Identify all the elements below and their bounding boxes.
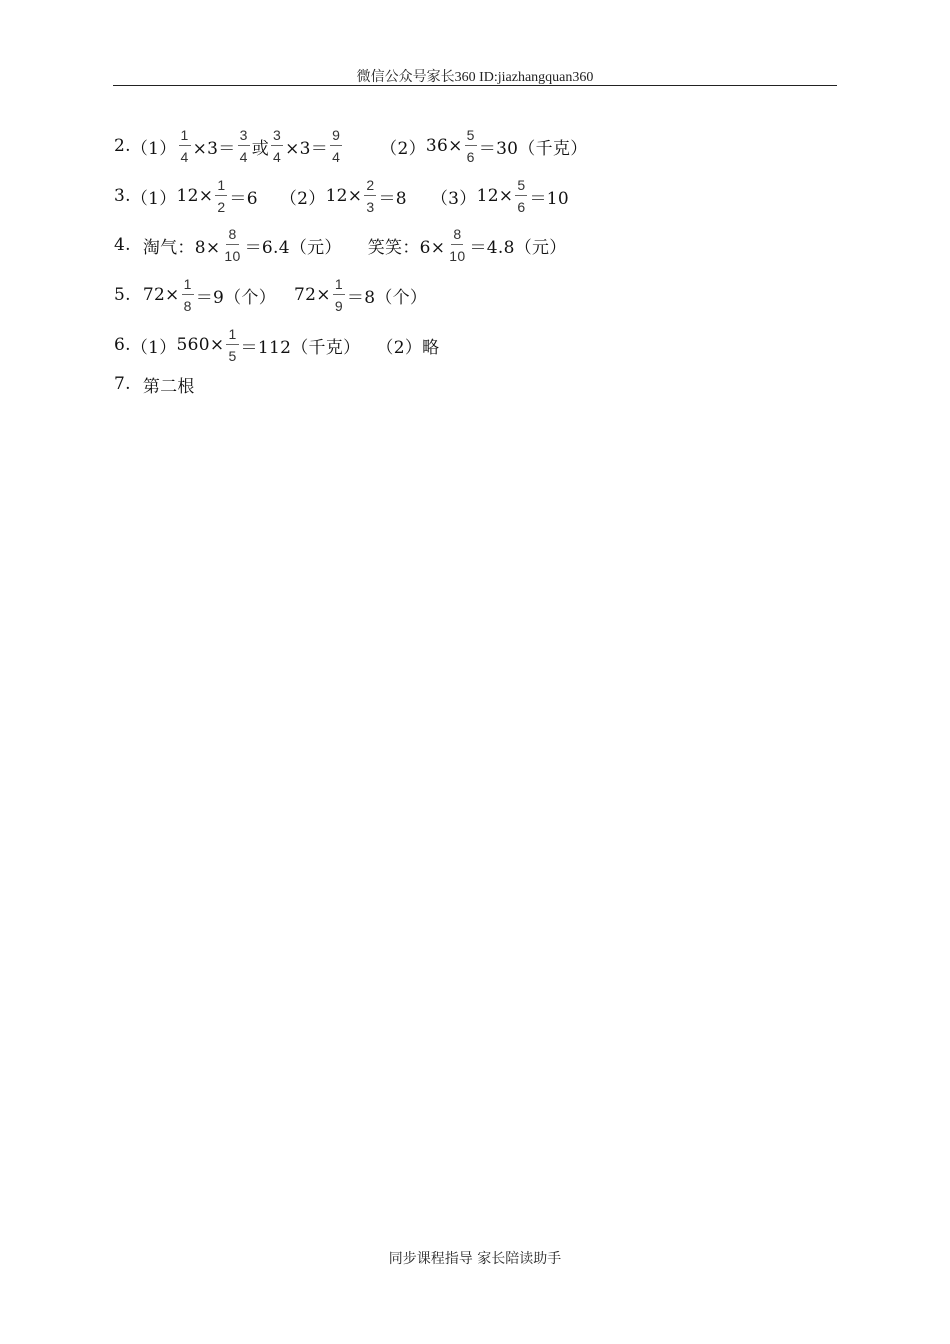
- answer-number: 5.: [114, 285, 131, 305]
- expression-text: ＝30（千克）: [478, 138, 588, 159]
- part-label: （2）: [380, 138, 426, 159]
- answer-number: 4.: [114, 235, 131, 255]
- expression-text: 12×: [325, 186, 363, 206]
- expression-text: 36×: [425, 136, 463, 156]
- part-label: （3）: [430, 188, 477, 209]
- part-label: （2）: [279, 188, 326, 209]
- expression-text: ＝112（千克）: [240, 337, 361, 358]
- answer-6: [114, 325, 439, 365]
- fraction: $\frac{9}{4}$: [332, 127, 341, 165]
- fraction: $\frac{1}{9}$: [334, 276, 343, 314]
- fraction: $\frac{8}{10}$: [449, 226, 466, 264]
- expression-text: ＝8: [378, 188, 407, 209]
- answer-7: [114, 364, 195, 404]
- header-rule: [113, 85, 837, 86]
- fraction: $\frac{5}{6}$: [466, 127, 475, 165]
- part-label: （1）: [130, 138, 177, 159]
- expression-text: ＝10: [529, 188, 569, 209]
- expression-text: 72×: [142, 285, 180, 305]
- fraction: $\frac{3}{4}$: [239, 127, 248, 165]
- part-label: （1）: [130, 337, 177, 358]
- fraction: $\frac{1}{5}$: [228, 326, 237, 364]
- expression-text: 560×: [176, 335, 225, 355]
- expression-text: ×3＝: [192, 138, 236, 159]
- answer-3: [114, 176, 569, 216]
- expression-text: ＝6.4（元）: [244, 237, 342, 258]
- expression-text: ×3＝: [285, 138, 329, 159]
- expression-text: ＝9（个）: [195, 287, 277, 308]
- fraction: $\frac{2}{3}$: [366, 177, 375, 215]
- answer-number: 2.: [114, 136, 131, 156]
- answer-number: 6.: [114, 335, 131, 355]
- answer-4: [114, 225, 567, 265]
- page-header: 微信公众号家长360 ID:jiazhangquan360: [356, 70, 594, 85]
- expression-text: 笑笑：6×: [367, 237, 446, 258]
- answer-2: [114, 126, 588, 166]
- fraction: $\frac{1}{2}$: [217, 177, 226, 215]
- answer-number: 3.: [114, 186, 131, 206]
- expression-text: ＝6: [229, 188, 258, 209]
- expression-text: 72×: [294, 285, 331, 305]
- expression-text: ＝4.8（元）: [469, 237, 567, 258]
- expression-text: 12×: [176, 186, 214, 206]
- expression-text: ＝8（个）: [346, 287, 428, 308]
- page-footer: 同步课程指导 家长陪读助手: [388, 1251, 562, 1267]
- part-label: （1）: [130, 188, 177, 209]
- answer-text: 第二根: [142, 376, 195, 397]
- answer-number: 7.: [114, 374, 131, 394]
- expression-text: 淘气：8×: [142, 237, 221, 258]
- fraction: $\frac{5}{6}$: [517, 177, 526, 215]
- expression-text: 12×: [476, 186, 514, 206]
- expression-text: 或: [251, 138, 270, 159]
- answer-5: [114, 275, 427, 315]
- fraction: $\frac{3}{4}$: [273, 127, 282, 165]
- fraction: $\frac{1}{4}$: [180, 127, 189, 165]
- fraction: $\frac{1}{8}$: [183, 276, 192, 314]
- part-label: （2）略: [376, 337, 440, 358]
- fraction: $\frac{8}{10}$: [224, 226, 241, 264]
